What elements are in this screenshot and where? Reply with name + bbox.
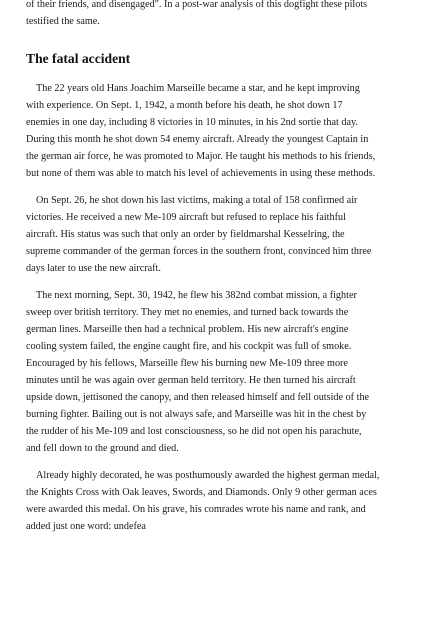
text-line: On Sept. 26, he shot down his last victims, making a total of 158 confirmed air: [36, 195, 358, 206]
text-line: testified the same.: [26, 16, 100, 27]
text-line: The next morning, Sept. 30, 1942, he flew his 382nd combat mission, a fighter: [36, 290, 357, 301]
paragraph-gap: [26, 277, 426, 287]
text-line: supreme commander of the german forces in the southern front, convinced him three: [26, 246, 372, 257]
text-line: the Knights Cross with Oak leaves, Swords, and Diamonds. Only 9 other german aces: [26, 487, 377, 498]
text-line: added just one word: undefea: [26, 521, 146, 532]
text-line: and fell down to the ground and died.: [26, 443, 179, 454]
text-line: victories. He received a new Me-109 aircraft but refused to replace his faithful: [26, 212, 346, 223]
paragraph-gap: [26, 182, 426, 192]
paragraph-1: [26, 80, 426, 182]
text-line: but none of them was able to match his level of achievements in using these methods.: [26, 168, 376, 179]
text-line: During this month he shot down 54 enemy aircraft. Already the youngest Captain in: [26, 134, 369, 145]
text-line: the rudder of his Me-109 and lost consciousness, so he did not open his parachute,: [26, 426, 362, 437]
paragraph-gap: [26, 457, 426, 467]
text-line: burning fighter. Bailing out is not always safe, and Marseille was hit in the chest by: [26, 409, 367, 420]
text-line: aircraft. His status was such that only an order by fieldmarshal Kesselring, the: [26, 229, 345, 240]
text-line: the german air force, he was promoted to Major. He taught his methods to his friends,: [26, 151, 376, 162]
section-heading: The fatal accident: [26, 51, 131, 66]
text-line: Already highly decorated, he was posthumously awarded the highest german medal,: [36, 470, 380, 481]
text-line: were awarded this medal. On his grave, his comrades wrote his name and rank, and: [26, 504, 366, 515]
intro-paragraph: [26, 0, 426, 30]
paragraph-2: [26, 192, 426, 277]
text-line: cooling system failed, the engine caught fire, and his cockpit was full of smoke.: [26, 341, 352, 352]
text-line: The 22 years old Hans Joachim Marseille became a star, and he kept improving: [36, 83, 360, 94]
paragraph-4: [26, 467, 426, 535]
text-line: german lines. Marseille then had a technical problem. His new aircraft's engine: [26, 324, 349, 335]
text-line: Encouraged by his fellows, Marseille flew his burning new Me-109 three more: [26, 358, 348, 369]
paragraph-3: [26, 287, 426, 457]
text-line: of their friends, and disengaged". In a post-war analysis of this dogfight these pilots: [26, 0, 368, 10]
text-line: minutes until he was again over german held territory. He then turned his aircraft: [26, 375, 356, 386]
text-line: sweep over british territory. They met no enemies, and turned back towards the: [26, 307, 349, 318]
text-line: enemies in one day, including 8 victories in 10 minutes, in his 2nd sortie that day.: [26, 117, 358, 128]
text-line: with experience. On Sept. 1, 1942, a month before his death, he shot down 17: [26, 100, 343, 111]
text-line: days later to use the new aircraft.: [26, 263, 161, 274]
text-line: upside down, jettisoned the canopy, and then released himself and fell outside of the: [26, 392, 370, 403]
